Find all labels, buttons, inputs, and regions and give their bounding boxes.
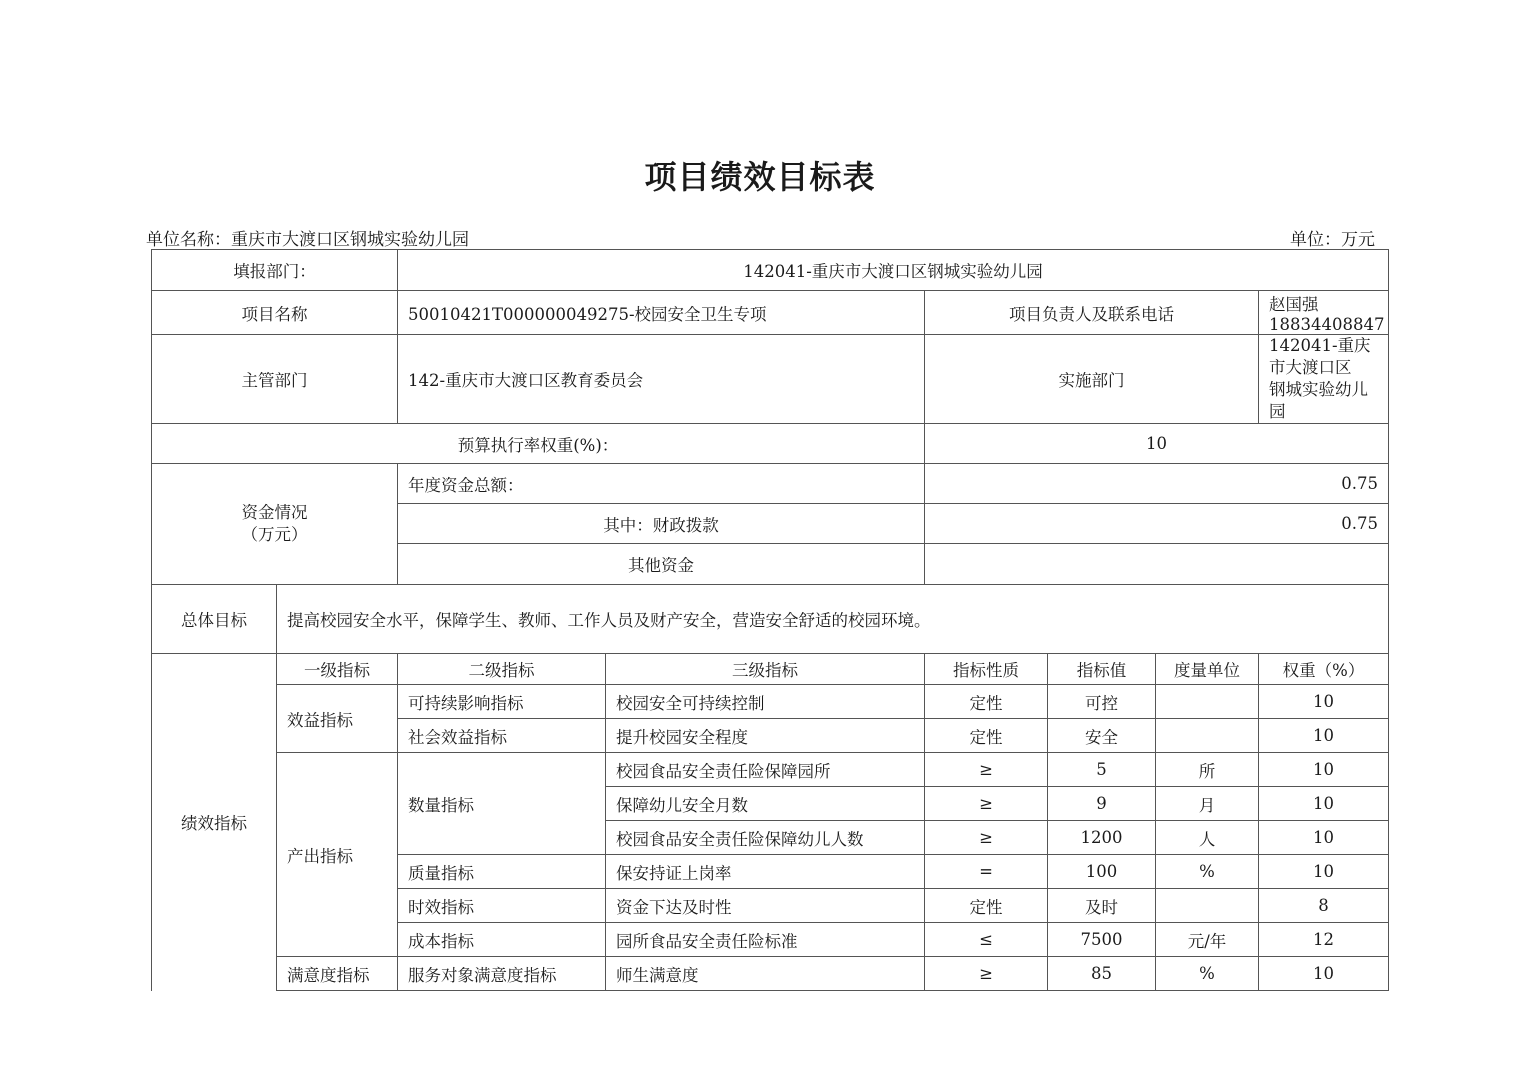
l2-sustain: 可持续影响指标	[398, 685, 606, 719]
perf-header-weight: 权重（%）	[1259, 654, 1389, 685]
funds-label-line2: （万元）	[241, 525, 308, 544]
l2-timeliness: 时效指标	[398, 889, 606, 923]
fiscal-funds-label: 其中：财政拨款	[398, 504, 925, 544]
performance-table	[151, 249, 1389, 991]
annual-funds-label: 年度资金总额：	[398, 464, 925, 504]
unit-cell: %	[1156, 855, 1259, 889]
l3-cell: 师生满意度	[606, 957, 925, 991]
value-cell: 1200	[1048, 821, 1156, 855]
perf-header-unit: 度量单位	[1156, 654, 1259, 685]
l2-quantity: 数量指标	[398, 753, 606, 855]
nature-cell: 定性	[925, 685, 1048, 719]
row-budget-weight	[152, 424, 1389, 464]
budget-weight-label: 预算执行率权重(%)：	[152, 424, 925, 464]
l1-satisfaction: 满意度指标	[277, 957, 398, 991]
weight-cell: 10	[1259, 855, 1389, 889]
l1-output: 产出指标	[277, 753, 398, 957]
nature-cell: ≤	[925, 923, 1048, 957]
l3-cell: 提升校园安全程度	[606, 719, 925, 753]
goal-text: 提高校园安全水平，保障学生、教师、工作人员及财产安全，营造安全舒适的校园环境。	[277, 585, 1389, 654]
row-fill-dept	[152, 250, 1389, 291]
perf-label: 绩效指标	[152, 654, 277, 991]
weight-cell: 10	[1259, 787, 1389, 821]
l3-cell: 园所食品安全责任险标准	[606, 923, 925, 957]
perf-header-value: 指标值	[1048, 654, 1156, 685]
l3-cell: 校园安全可持续控制	[606, 685, 925, 719]
project-name-value: 50010421T000000049275-校园安全卫生专项	[398, 291, 925, 335]
nature-cell: 定性	[925, 889, 1048, 923]
perf-header-nature: 指标性质	[925, 654, 1048, 685]
funds-label-line1: 资金情况	[241, 503, 308, 522]
weight-cell: 8	[1259, 889, 1389, 923]
nature-cell: ≥	[925, 821, 1048, 855]
page-title: 项目绩效目标表	[644, 158, 876, 196]
weight-cell: 12	[1259, 923, 1389, 957]
unit-money: 单位：万元	[1290, 230, 1375, 250]
l2-cost: 成本指标	[398, 923, 606, 957]
perf-header-l2: 二级指标	[398, 654, 606, 685]
value-cell: 5	[1048, 753, 1156, 787]
value-cell: 7500	[1048, 923, 1156, 957]
l1-benefit: 效益指标	[277, 685, 398, 753]
nature-cell: ≥	[925, 753, 1048, 787]
value-cell: 可控	[1048, 685, 1156, 719]
unit-cell	[1156, 685, 1259, 719]
unit-name: 单位名称：重庆市大渡口区钢城实验幼儿园	[146, 230, 469, 250]
l2-quality: 质量指标	[398, 855, 606, 889]
perf-header-l3: 三级指标	[606, 654, 925, 685]
row-funds-annual	[152, 464, 1389, 504]
impl-value-line1: 142041-重庆市大渡口区	[1269, 336, 1371, 377]
fill-dept-value: 142041-重庆市大渡口区钢城实验幼儿园	[398, 250, 1389, 291]
row-project-name	[152, 291, 1389, 335]
unit-cell	[1156, 719, 1259, 753]
nature-cell: 定性	[925, 719, 1048, 753]
unit-cell: 人	[1156, 821, 1259, 855]
unit-cell: 月	[1156, 787, 1259, 821]
nature-cell: ≥	[925, 957, 1048, 991]
project-name-label: 项目名称	[152, 291, 398, 335]
unit-cell: 所	[1156, 753, 1259, 787]
value-cell: 及时	[1048, 889, 1156, 923]
value-cell: 安全	[1048, 719, 1156, 753]
l3-cell: 保障幼儿安全月数	[606, 787, 925, 821]
value-cell: 85	[1048, 957, 1156, 991]
unit-cell: %	[1156, 957, 1259, 991]
impl-value	[1259, 335, 1389, 424]
nature-cell: =	[925, 855, 1048, 889]
supervisor-value: 142-重庆市大渡口区教育委员会	[398, 335, 925, 424]
weight-cell: 10	[1259, 821, 1389, 855]
annual-funds-value: 0.75	[925, 464, 1389, 504]
funds-label	[152, 464, 398, 585]
l3-cell: 校园食品安全责任险保障幼儿人数	[606, 821, 925, 855]
weight-cell: 10	[1259, 719, 1389, 753]
unit-cell	[1156, 889, 1259, 923]
l3-cell: 资金下达及时性	[606, 889, 925, 923]
other-funds-label: 其他资金	[398, 544, 925, 585]
perf-header-row	[152, 654, 1389, 685]
contact-value: 赵国强 18834408847	[1259, 291, 1389, 335]
l3-cell: 保安持证上岗率	[606, 855, 925, 889]
fiscal-funds-value: 0.75	[925, 504, 1389, 544]
l2-social: 社会效益指标	[398, 719, 606, 753]
row-supervisor	[152, 335, 1389, 424]
l2-service: 服务对象满意度指标	[398, 957, 606, 991]
value-cell: 9	[1048, 787, 1156, 821]
supervisor-label: 主管部门	[152, 335, 398, 424]
table-row	[152, 753, 1389, 787]
fill-dept-label: 填报部门：	[152, 250, 398, 291]
weight-cell: 10	[1259, 753, 1389, 787]
unit-cell: 元/年	[1156, 923, 1259, 957]
weight-cell: 10	[1259, 957, 1389, 991]
table-row	[152, 957, 1389, 991]
impl-value-line2: 钢城实验幼儿园	[1269, 380, 1368, 421]
perf-header-l1: 一级指标	[277, 654, 398, 685]
goal-label: 总体目标	[152, 585, 277, 654]
row-overall-goal	[152, 585, 1389, 654]
value-cell: 100	[1048, 855, 1156, 889]
other-funds-value	[925, 544, 1389, 585]
nature-cell: ≥	[925, 787, 1048, 821]
impl-label: 实施部门	[925, 335, 1259, 424]
table-row	[152, 685, 1389, 719]
weight-cell: 10	[1259, 685, 1389, 719]
contact-label: 项目负责人及联系电话	[925, 291, 1259, 335]
budget-weight-value: 10	[925, 424, 1389, 464]
l3-cell: 校园食品安全责任险保障园所	[606, 753, 925, 787]
